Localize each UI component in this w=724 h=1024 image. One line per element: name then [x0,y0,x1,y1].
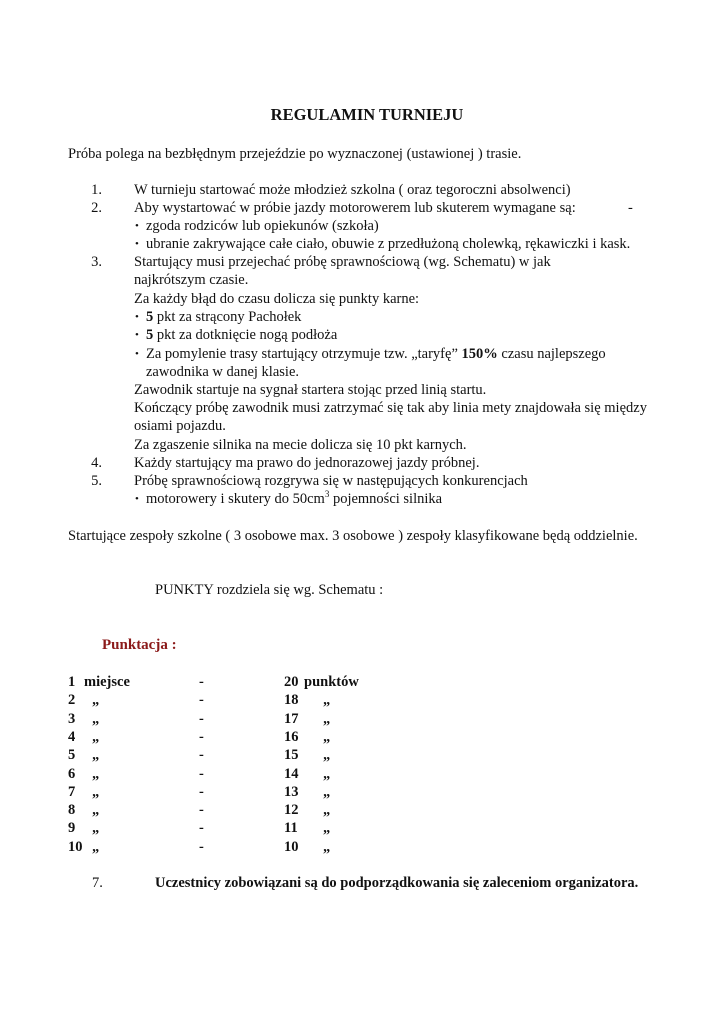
ranking-place: 7 [68,783,76,800]
wrong-route-line2: zawodnika w danej klasie. [146,364,300,380]
item-text-3f: osiami pojazdu. [134,418,226,434]
bullet-clothing: • ubranie zakrywające całe ciało, obuwie z przedłużoną cholewką, rękawiczki i kask. [146,235,630,253]
item-number-4: 4. [91,455,102,471]
ranking-dash: - [199,692,204,709]
ranking-points: 12 [284,802,299,819]
ranking-place: 4 [68,728,76,745]
ranking-dash: - [199,728,204,745]
ranking-points: 13 [284,783,299,800]
item-number-1: 1. [91,182,102,198]
ranking-points: 17 [284,710,299,727]
ranking-unit: punktów [304,674,359,690]
penalty-cone-points: 5 [146,309,154,325]
bullet-wrong-route [146,345,606,363]
ranking-place: 10 [68,838,83,855]
item-2-dash: - [628,200,633,216]
ranking-place: 9 [68,820,76,837]
bullet-consent: • zgoda rodziców lub opiekunów (szkoła) [146,217,379,235]
ranking-dash: - [199,765,204,782]
vehicles-pre: motorowery i skutery do 50cm [146,491,325,507]
item-text-2: Aby wystartować w próbie jazdy motorowerem lub skuterem wymagane są: [134,200,576,216]
ranking-dash: - [199,674,204,690]
item-text-3b: najkrótszym czasie. [134,272,249,288]
ranking-label: „ [92,692,100,709]
ranking-label: „ [92,710,100,727]
ranking-points: 16 [284,728,299,745]
ranking-dash: - [199,802,204,819]
ranking-label: „ [92,728,100,745]
ranking-place: 6 [68,765,76,782]
vehicles-superscript: 3 [324,489,330,500]
ranking-label: „ [92,838,100,855]
ranking-unit: „ [323,802,331,819]
item-text-3d: Zawodnik startuje na sygnał startera stojąc przed linią startu. [134,382,487,398]
ranking-points: 11 [284,820,298,837]
item-text-4: Każdy startujący ma prawo do jednorazowej jazdy próbnej. [134,455,480,471]
vehicles-post: pojemności silnika [329,491,443,507]
ranking-points: 18 [284,692,299,709]
item-number-3: 3. [91,254,102,270]
item-number-2: 2. [91,200,102,216]
item-text-5: Próbę sprawnościową rozgrywa się w następujących konkurencjach [134,473,528,489]
ranking-unit: „ [323,838,331,855]
ranking-dash: - [199,838,204,855]
ranking-unit: „ [323,765,331,782]
bullet-vehicles [146,490,442,508]
wrong-route-percent: 150% [461,346,498,362]
ranking-points: 10 [284,838,299,855]
penalty-foot-text: pkt za dotknięcie nogą podłoża [153,327,338,343]
ranking-dash: - [199,820,204,837]
ranking-place: 5 [68,747,76,764]
punktacja-heading: Punktacja : [102,637,177,653]
penalty-foot-points: 5 [146,327,154,343]
item-text-1: W turnieju startować może młodzież szkolna ( oraz tegoroczni absolwenci) [134,182,571,198]
page-title: REGULAMIN TURNIEJU [270,105,464,124]
ranking-label: „ [92,820,100,837]
teams-paragraph: Startujące zespoły szkolne ( 3 osobowe max. 3 osobowe ) zespoły klasyfikowane będą oddzielnie. [68,528,638,544]
ranking-place: 8 [68,802,76,819]
bullet-penalty-foot [146,326,337,344]
wrong-route-pre: Za pomylenie trasy startujący otrzymuje tzw. „taryfę” [146,346,462,362]
ranking-label: „ [92,747,100,764]
item-number-5: 5. [91,473,102,489]
item-text-3g: Za zgaszenie silnika na mecie dolicza się 10 pkt karnych. [134,437,467,453]
ranking-label: „ [92,783,100,800]
ranking-points: 14 [284,765,299,782]
ranking-dash: - [199,747,204,764]
ranking-place: 2 [68,692,76,709]
ranking-label: miejsce [84,674,130,690]
final-item-number: 7. [92,875,103,891]
ranking-unit: „ [323,820,331,837]
penalty-cone-text: pkt za strącony Pachołek [153,309,302,325]
item-text-3a: Startujący musi przejechać próbę sprawnościową (wg. Schematu) w jak [134,254,551,270]
ranking-place: 1 [68,674,76,690]
ranking-label: „ [92,765,100,782]
points-note: PUNKTY rozdziela się wg. Schematu : [155,582,384,598]
ranking-dash: - [199,710,204,727]
ranking-dash: - [199,783,204,800]
ranking-unit: „ [323,710,331,727]
ranking-place: 3 [68,710,76,727]
ranking-label: „ [92,802,100,819]
ranking-unit: „ [323,747,331,764]
ranking-unit: „ [323,728,331,745]
item-text-3e: Kończący próbę zawodnik musi zatrzymać się tak aby linia mety znajdowała się między [134,400,647,416]
item-text-3c: Za każdy błąd do czasu dolicza się punkty karne: [134,291,420,307]
final-item-text: Uczestnicy zobowiązani są do podporządkowania się zaleceniom organizatora. [155,875,639,891]
ranking-unit: „ [323,783,331,800]
ranking-points: 15 [284,747,299,764]
intro-paragraph: Próba polega na bezbłędnym przejeździe po wyznaczonej (ustawionej ) trasie. [68,146,522,162]
ranking-unit: „ [323,692,331,709]
wrong-route-post: czasu najlepszego [497,346,606,362]
bullet-penalty-cone [146,308,301,326]
ranking-points: 20 [284,674,299,690]
